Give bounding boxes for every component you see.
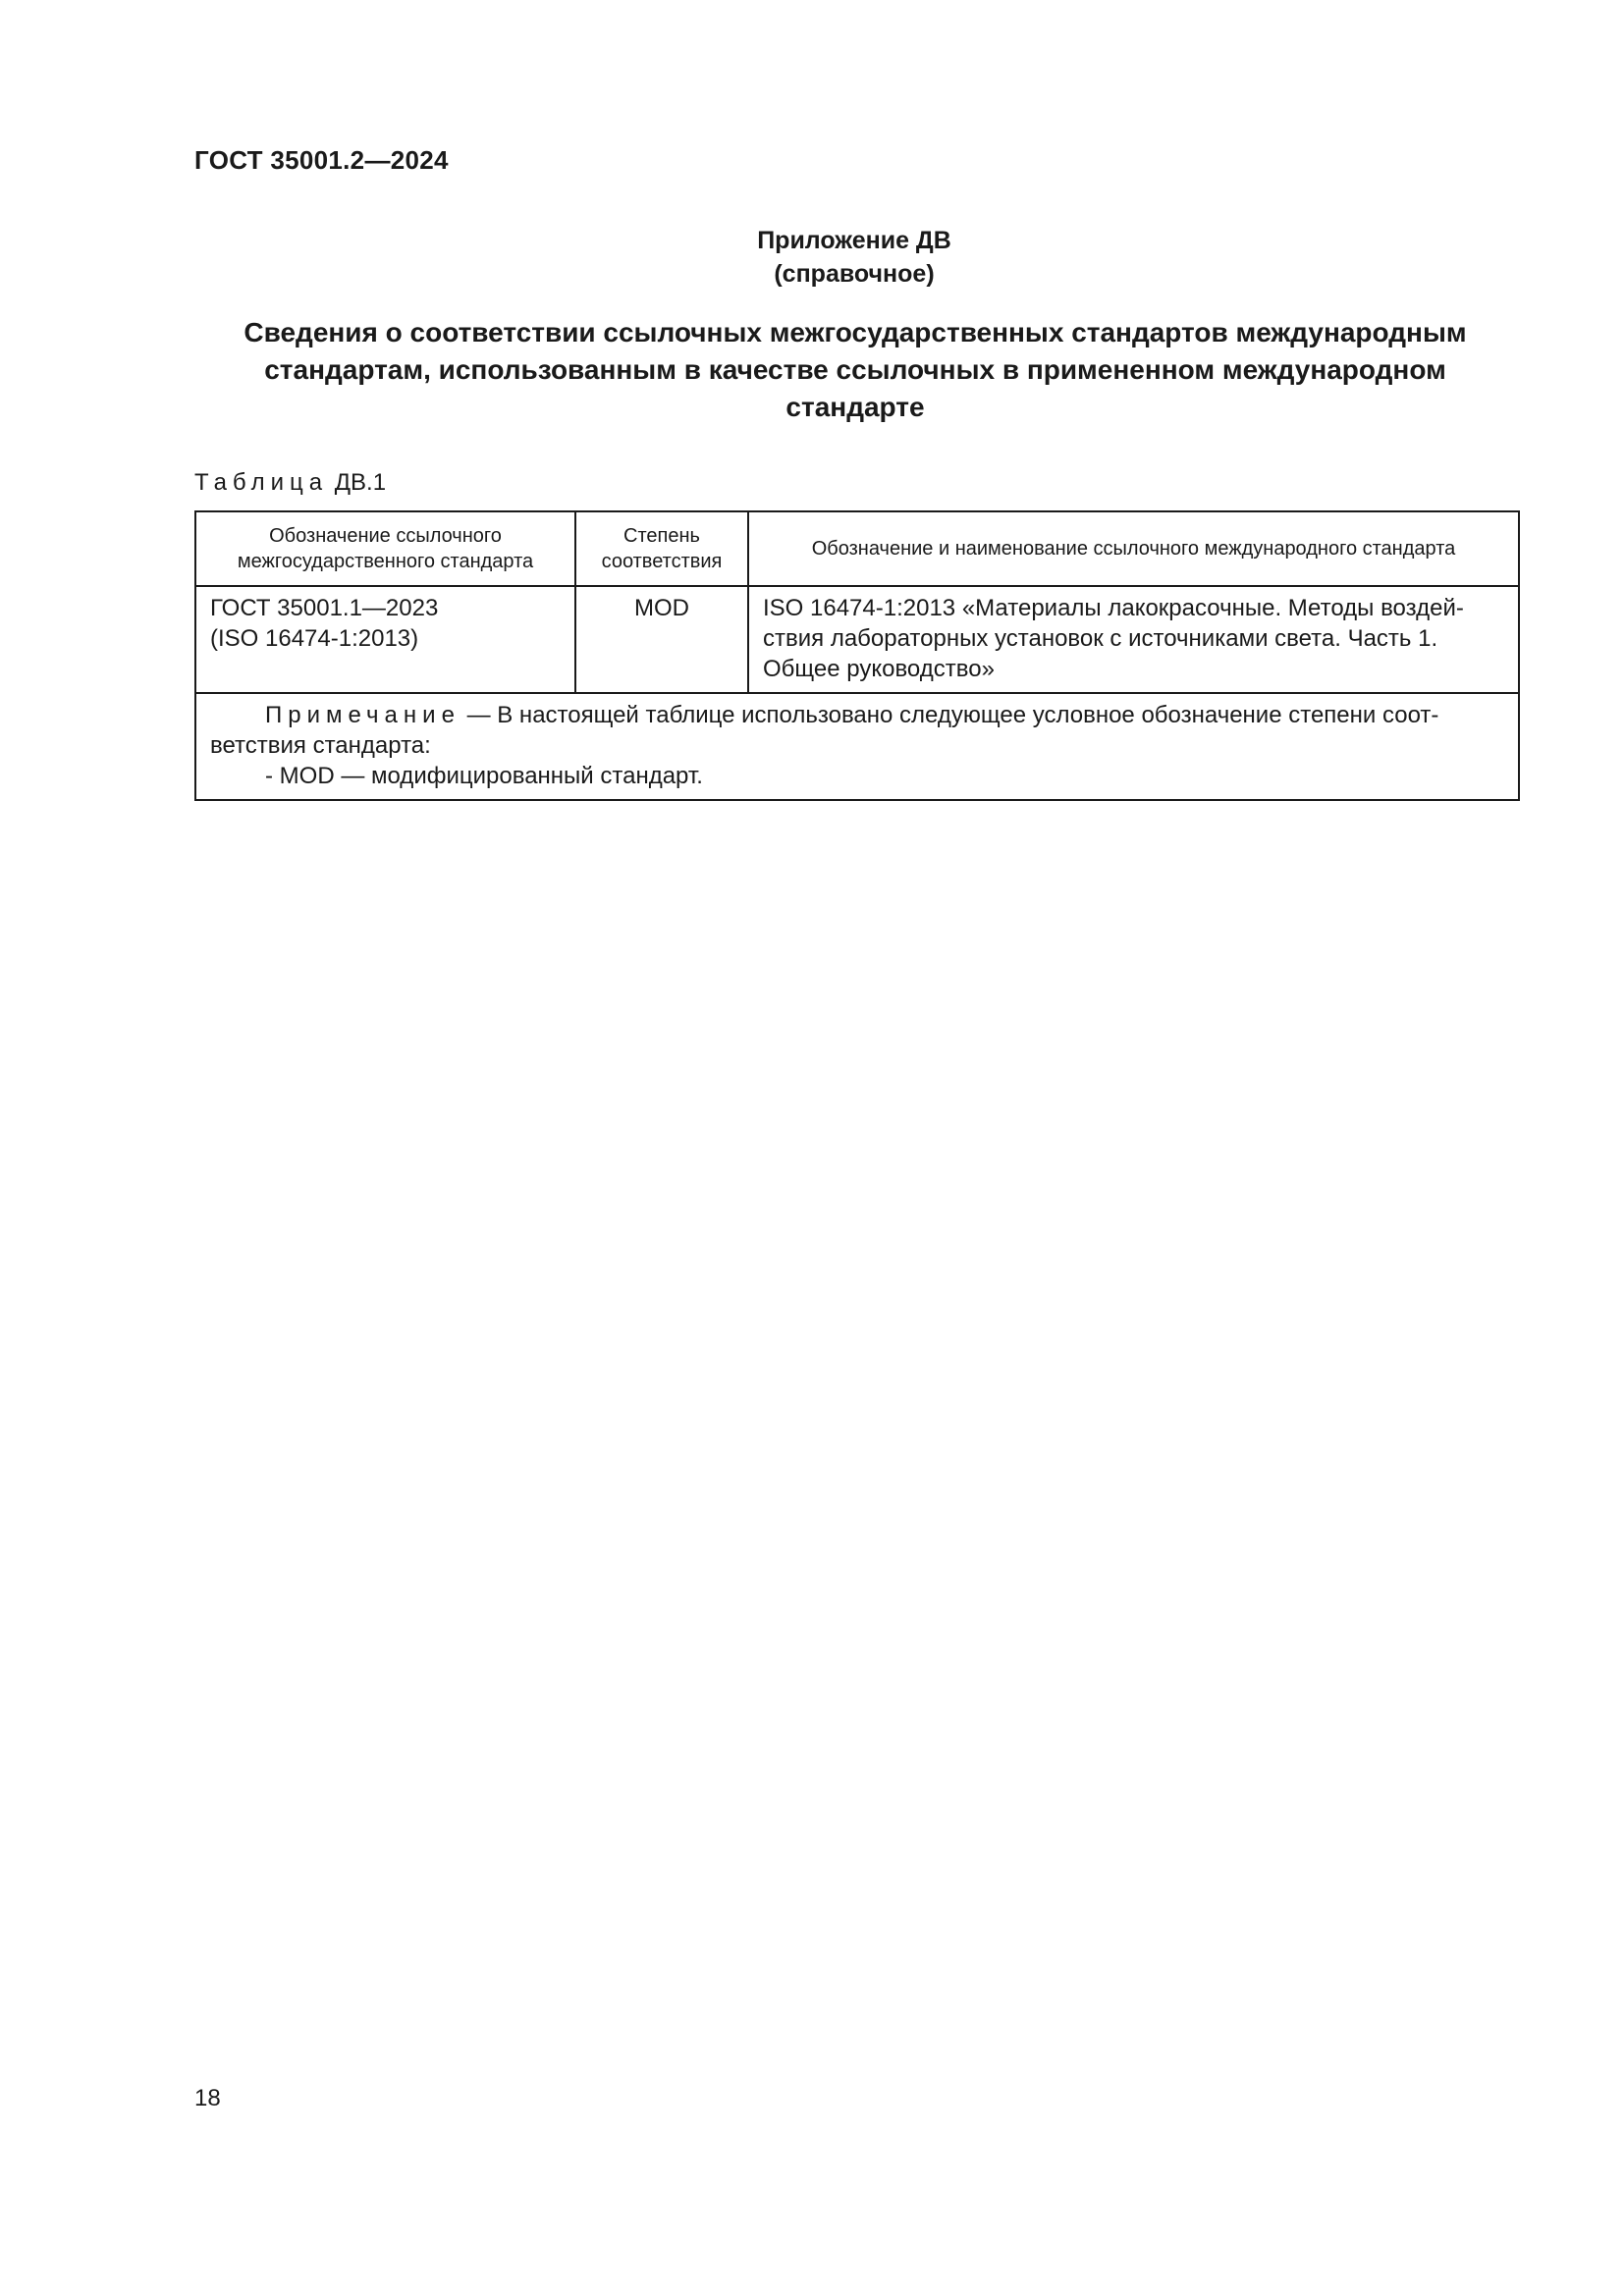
note-label: Примечание — [265, 702, 460, 728]
cell-gost-line-2: (ISO 16474-1:2013) — [210, 625, 419, 652]
table-row — [195, 586, 1519, 693]
section-title-line-1: Сведения о соответствии ссылочных межгосударственных стандартов международным — [244, 317, 1467, 347]
header-international-standard — [748, 511, 1519, 586]
section-title-line-3: стандарте — [785, 392, 925, 422]
cell-name-line-2: ствия лабораторных установок с источниками света. Часть 1. — [763, 625, 1438, 652]
header-degree-line-1: Степень — [623, 525, 700, 547]
header-gost-line-2: межгосударственного стандарта — [237, 551, 534, 572]
header-degree-line-2: соответствия — [601, 551, 723, 572]
page-number: 18 — [194, 2085, 221, 2111]
cell-degree: MOD — [575, 586, 748, 693]
header-gost-designation — [195, 511, 575, 586]
section-title — [194, 314, 1516, 426]
cell-gost-designation — [195, 586, 575, 693]
section-title-line-2: стандартам, использованным в качестве ссылочных в примененном международном — [264, 354, 1446, 385]
table-header-row — [195, 511, 1519, 586]
table-note — [195, 693, 1519, 800]
table-caption-number: ДВ.1 — [334, 469, 387, 496]
header-international-text: Обозначение и наименование ссылочного международного стандарта — [811, 538, 1456, 560]
note-text-line-1: — В настоящей таблице использовано следующее условное обозначение степени соот- — [460, 702, 1439, 728]
cell-name-line-3: Общее руководство» — [763, 656, 995, 682]
note-line-1 — [210, 700, 1504, 730]
header-degree — [575, 511, 748, 586]
appendix-title: Приложение ДВ — [757, 227, 951, 254]
cell-gost-line-1: ГОСТ 35001.1—2023 — [210, 595, 439, 621]
appendix-status: (справочное) — [774, 260, 935, 288]
cell-name-line-1: ISO 16474-1:2013 «Материалы лакокрасочные. Методы воздей- — [763, 595, 1464, 621]
reference-standards-table — [194, 510, 1520, 801]
header-gost-line-1: Обозначение ссылочного — [269, 525, 502, 547]
table-note-row — [195, 693, 1519, 800]
cell-international-standard — [748, 586, 1519, 693]
note-item: - MOD — модифицированный стандарт. — [265, 763, 703, 789]
document-code: ГОСТ 35001.2—2024 — [194, 145, 449, 175]
table-caption-label: Таблица — [194, 469, 329, 496]
appendix-heading — [0, 224, 1624, 291]
table-caption — [194, 469, 386, 497]
note-text-line-2: ветствия стандарта: — [210, 732, 431, 759]
